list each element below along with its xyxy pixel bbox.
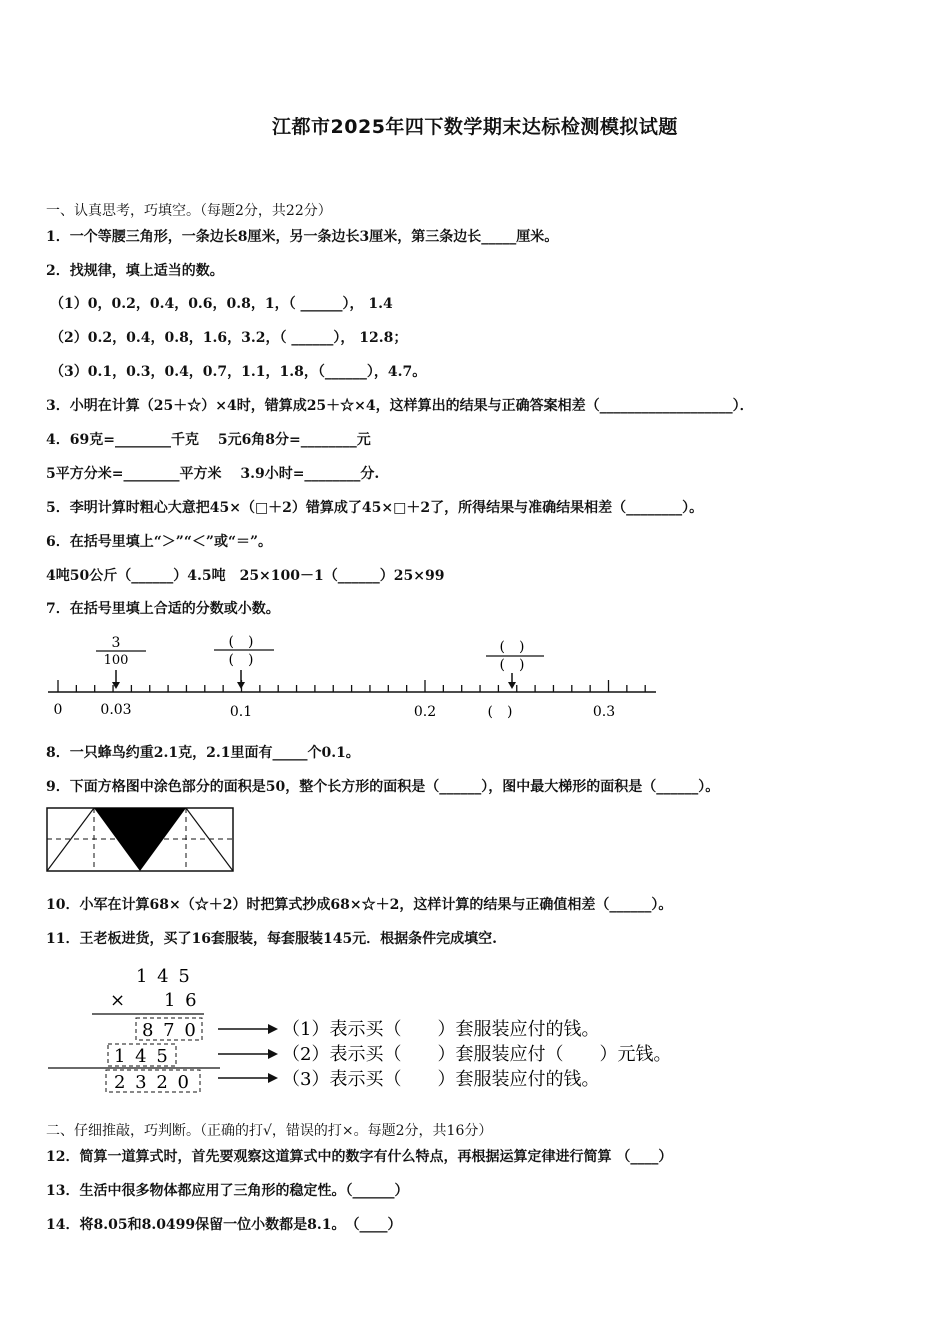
question-6b: 4吨50公斤（______）4.5吨 25×100－1（______）25×99	[46, 568, 445, 584]
section-1-heading: 一、认真思考，巧填空。（每题2分，共22分）	[46, 203, 332, 219]
arrow-1	[218, 1024, 278, 1034]
arrow-024	[508, 673, 516, 689]
label-blank: ( )	[487, 704, 513, 720]
label-0: 0	[53, 702, 63, 718]
blank-fraction2-top: ( )	[499, 639, 525, 655]
arrow-3	[218, 1073, 278, 1083]
question-13: 13．生活中很多物体都应用了三角形的稳定性。（______）	[46, 1183, 409, 1199]
question-2-3: （3）0.1，0.3，0.4，0.7，1.1，1.8，（______），4.7。	[50, 364, 427, 380]
grid-figure	[46, 807, 236, 874]
result: 2 3 2 0	[114, 1072, 191, 1093]
note-3: （3）表示买（ ）套服装应付的钱。	[282, 1069, 600, 1090]
multiplicand: 1 4 5	[136, 966, 192, 987]
question-7: 7．在括号里填上合适的分数或小数。	[46, 601, 280, 617]
times-sign: ×	[110, 990, 126, 1011]
shaded-triangle	[94, 808, 186, 871]
arrow-2	[218, 1049, 278, 1059]
question-4b: 5平方分米=________平方米 3.9小时=________分.	[46, 466, 380, 482]
partial-1: 8 7 0	[142, 1020, 198, 1041]
question-2-2: （2）0.2，0.4，0.8，1.6，3.2，（ ______）， 12.8；	[50, 330, 408, 346]
question-3: 3．小明在计算（25＋☆）×4时，错算成25＋☆×4，这样算出的结果与正确答案相差（___________________）．	[46, 398, 754, 414]
question-14: 14．将8.05和8.0499保留一位小数都是8.1。 （____）	[46, 1217, 402, 1233]
number-line-ticks	[58, 680, 660, 692]
blank-fraction2-bottom: ( )	[499, 657, 525, 673]
question-10: 10．小军在计算68×（☆＋2）时把算式抄成68×☆＋2，这样计算的结果与正确值相差（______）。	[46, 897, 673, 913]
label-0-1: 0.1	[229, 704, 253, 720]
label-0-03: 0.03	[100, 702, 132, 718]
partial-2: 1 4 5	[114, 1046, 170, 1067]
question-5: 5．李明计算时粗心大意把45×（□＋2）错算成了45×□＋2了，所得结果与准确结果相差（________）。	[46, 500, 704, 516]
note-1: （1）表示买（ ）套服装应付的钱。	[282, 1019, 600, 1040]
question-8: 8．一只蜂鸟约重2.1克，2.1里面有_____个0.1。	[46, 745, 360, 761]
note-2: （2）表示买（ ）套服装应付（ ）元钱。	[282, 1044, 672, 1065]
page-title: 江都市2025年四下数学期末达标检测模拟试题	[272, 116, 678, 138]
blank-fraction-top: ( )	[228, 634, 254, 650]
question-9: 9．下面方格图中涂色部分的面积是50，整个长方形的面积是（______），图中最大梯形的面积是（______）。	[46, 779, 720, 795]
question-4a: 4．69克=________千克 5元6角8分=________元	[46, 432, 371, 448]
question-2-1: （1）0，0.2，0.4，0.6，0.8，1，（ ______）， 1.4	[50, 296, 393, 312]
multiplier: 1 6	[164, 990, 199, 1011]
label-0-3: 0.3	[592, 704, 616, 720]
question-6: 6．在括号里填上“＞”“＜”或“＝”。	[46, 534, 273, 550]
fraction-denominator: 100	[103, 653, 129, 668]
question-12: 12．简算一道算式时，首先要观察这道算式中的数字有什么特点，再根据运算定律进行简算 （____）	[46, 1149, 673, 1165]
blank-fraction-bottom: ( )	[228, 652, 254, 668]
fraction-numerator: 3	[111, 635, 121, 651]
question-2: 2．找规律，填上适当的数。	[46, 263, 224, 279]
number-line-figure	[44, 628, 660, 724]
section-2-heading: 二、仔细推敲，巧判断。（正确的打√，错误的打×。每题2分，共16分）	[46, 1123, 493, 1139]
label-0-2: 0.2	[413, 704, 437, 720]
question-11: 11．王老板进货，买了16套服装，每套服装145元．根据条件完成填空.	[46, 931, 498, 947]
question-1: 1．一个等腰三角形，一条边长8厘米，另一条边长3厘米，第三条边长_____厘米。	[46, 229, 559, 245]
multiplication-figure	[44, 958, 724, 1098]
